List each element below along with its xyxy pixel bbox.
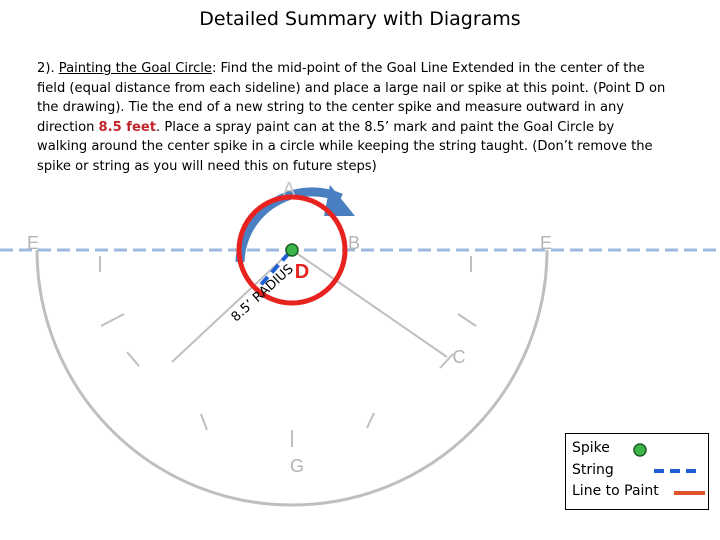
label-d: D: [294, 261, 310, 283]
label-c: C: [452, 347, 466, 367]
legend-paint-label: Line to Paint: [572, 483, 659, 499]
hash-mark: [367, 413, 374, 428]
radius-label: 8.5’ RADIUS: [228, 261, 297, 326]
label-e-right: E: [539, 233, 553, 253]
legend: [565, 433, 709, 510]
label-g: G: [289, 456, 305, 476]
radial-line-left: [172, 250, 292, 362]
step-text-2: . Place a spray paint can at the 8.5’ mark and paint the Goal Circle by walking around the center spike in a circle while keeping the string taught. (Don’t remove the spike or string as you will need this on future steps): [37, 119, 653, 174]
legend-string-label: String: [572, 462, 614, 478]
label-e-left: E: [26, 233, 40, 253]
center-spike: [286, 244, 298, 256]
legend-spike-label: Spike: [572, 440, 610, 456]
page-title: Detailed Summary with Diagrams: [199, 8, 521, 30]
hash-mark: [201, 414, 207, 430]
radius-highlight: 8.5 feet: [98, 119, 157, 135]
step-text-1: : Find the mid-point of the Goal Line Extended in the center of the field (equal distance from each sideline) and place a large nail or spike at this point. (Point D on the drawing). Tie the end of a new string to the center spike and measure outward in any direction: [37, 61, 666, 135]
step-number: 2).: [37, 61, 59, 76]
spike-icon: [634, 444, 646, 456]
step-heading: Painting the Goal Circle: [58, 61, 212, 76]
label-b: B: [347, 233, 361, 253]
radial-line-right: [292, 250, 447, 357]
hash-mark: [458, 314, 476, 326]
hash-mark: [101, 314, 124, 326]
hash-mark: [127, 352, 139, 366]
legend-symbols: [614, 440, 706, 506]
label-a: A: [282, 179, 296, 199]
